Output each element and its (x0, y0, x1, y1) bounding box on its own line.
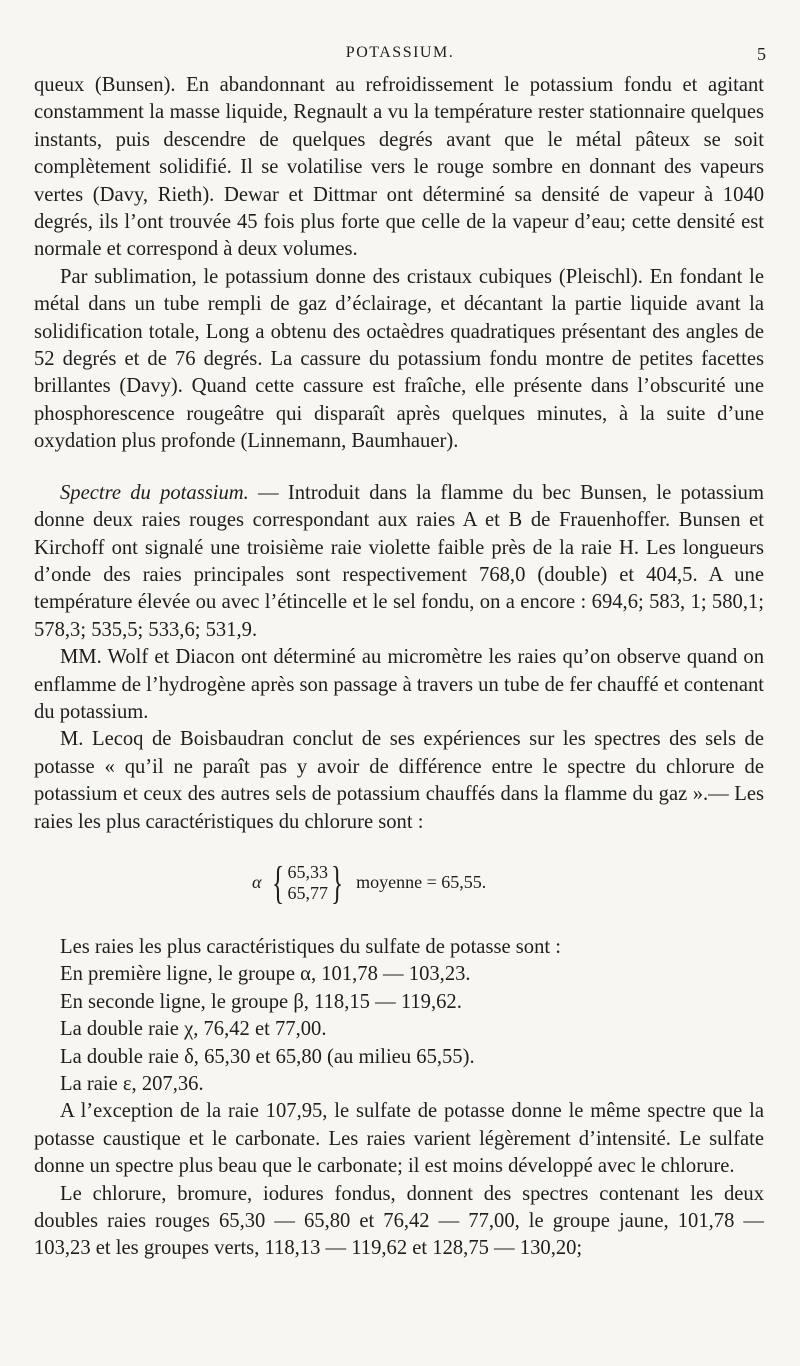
body-text (34, 72, 764, 1263)
sulfate-line: La raie ε, 207,36. (60, 1073, 204, 1095)
sulfate-intro: Les raies les plus caractéristiques du sulfate de potasse sont : (60, 935, 561, 958)
formula-mean: moyenne = 65,55. (356, 872, 487, 893)
formula-value-2: 65,77 (287, 882, 329, 903)
paragraph-lecoq: M. Lecoq de Boisbaudran conclut de ses expériences sur les spectres des sels de potasse « qu’il ne paraît pas y avoir de différence entre le spectre du chlorure de potassium et ceux des autres sels de potassium chauffés dans la flamme du gaz ».— Les raies les plus caractéristiques du chlorure sont : (34, 728, 764, 833)
paragraph-continuation: queux (Bunsen). En abandonnant au refroidissement le potassium fondu et agitant constamment la masse liquide, Regnault a vu la température rester stationnaire quelques instants, puis descendre de quelques degrés avant que le métal pâteux se soit complètement solidifié. Il se volatilise vers le rouge sombre en donnant des vapeurs vertes (Davy, Rieth). Dewar et Dittmar ont déterminé sa densité de vapeur à 1040 degrés, ils l’ont trouvée 45 fois plus forte que celle de la vapeur d’eau; cette densité est normale et correspond à deux volumes. (34, 74, 764, 261)
paragraph-wolf-diacon: MM. Wolf et Diacon ont déterminé au micromètre les raies qu’on observe quand on enflamme de l’hydrogène après son passage à travers un tube de fer chauffé et contenant du potassium. (34, 646, 764, 723)
running-head: POTASSIUM. (345, 44, 455, 61)
right-brace: } (331, 856, 344, 908)
sulfate-line: La double raie χ, 76,42 et 77,00. (60, 1018, 327, 1041)
paragraph-exception: A l’exception de la raie 107,95, le sulfate de potasse donne le même spectre que la potasse caustique et le carbonate. Les raies varient légèrement d’intensité. Le sulfate donne un spectre plus beau que le carbonate; il est moins développé avec le chlorure. (34, 1100, 764, 1178)
paragraph-sublimation: Par sublimation, le potassium donne des cristaux cubiques (Pleischl). En fondant le métal dans un tube rempli de gaz d’éclairage, et décantant la partie liquide avant la solidification totale, Long a obtenu des octaèdres quadratiques présentant des angles de 52 degrés et de 76 degrés. La cassure du potassium fondu montre de petites facettes brillantes (Davy). Quand cette cassure est fraîche, elle présente dans l’obscurité une phosphorescence rougeâtre qui disparaît après quelques minutes, à la suite d’une oxydation plus profonde (Linnemann, Baumhauer). (34, 265, 764, 453)
formula-value-1: 65,33 (287, 861, 329, 882)
paragraph-halides: Le chlorure, bromure, iodures fondus, donnent des spectres contenant les deux doubles raies rouges 65,30 — 65,80 et 76,42 — 77,00, le groupe jaune, 101,78 — 103,23 et les groupes verts, 118,13 — 119,62 et 128,75 — 130,20; (34, 1182, 764, 1260)
page-header (0, 44, 800, 68)
page-number: 5 (757, 44, 766, 64)
sulfate-line: En seconde ligne, le groupe β, 118,15 — 119,62. (60, 990, 462, 1013)
formula-values (288, 862, 329, 904)
paragraph-spectre-text: — Introduit dans la flamme du bec Bunsen, le potassium donne deux raies rouges correspondant aux raies A et B de Frauenhoffer. Bunsen et Kirchoff ont signalé une troisième raie violette faible près de la raie H. Les longueurs d’onde des raies principales sont respectivement 768,0 (double) et 404,5. A une température élevée ou avec l’étincelle et le sel fondu, on a encore : 694,6; 583, 1; 580,1; 578,3; 535,5; 533,6; 531,9. (34, 481, 765, 641)
sulfate-line: La double raie δ, 65,30 et 65,80 (au milieu 65,55). (60, 1045, 475, 1068)
left-brace: { (272, 856, 285, 908)
section-heading: Spectre du potassium. (60, 481, 249, 504)
paragraph-spectre (34, 480, 764, 644)
sulfate-line: En première ligne, le groupe α, 101,78 — 103,23. (60, 963, 471, 986)
formula-symbol: α (252, 872, 262, 893)
chloride-formula (34, 850, 764, 916)
